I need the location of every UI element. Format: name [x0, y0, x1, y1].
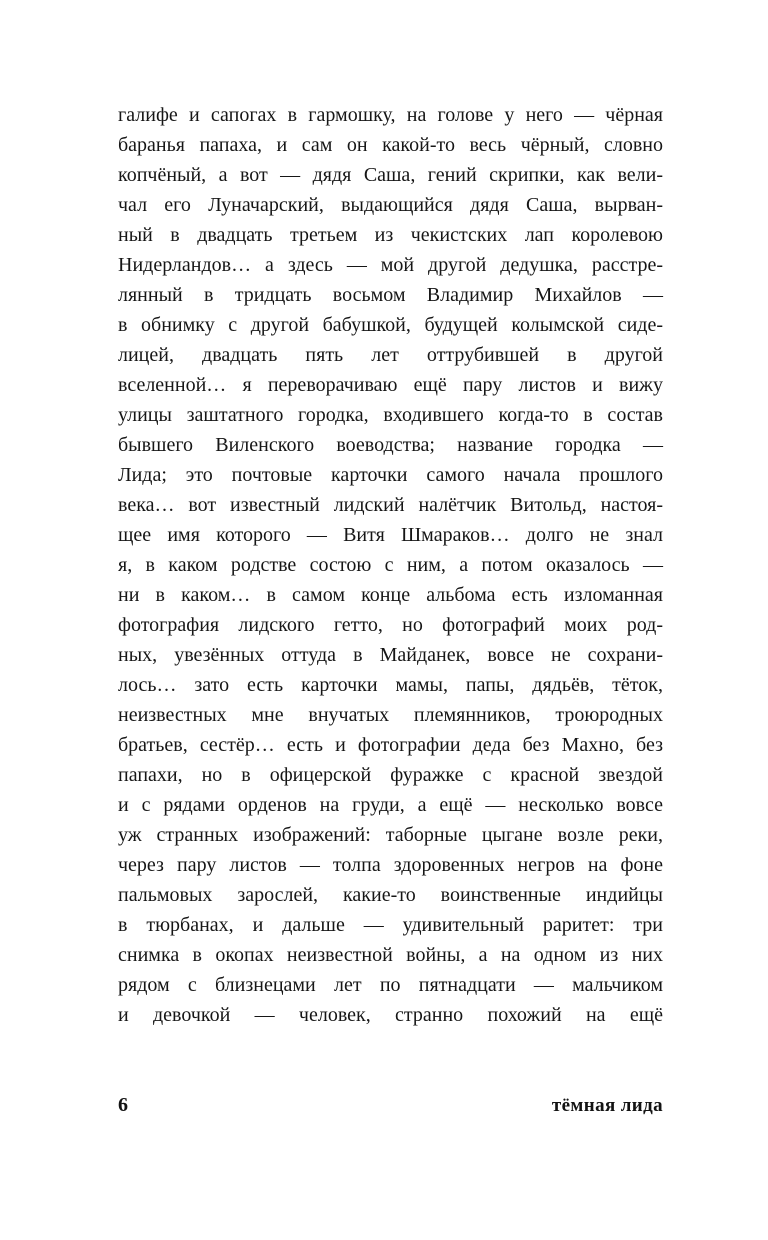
text-line: братьев, сестёр… есть и фотографии деда без Махно, без [118, 734, 663, 756]
text-line: баранья папаха, и сам он какой-то весь чёрный, словно [118, 134, 663, 156]
text-line: щее имя которого — Витя Шмараков… долго не знал [118, 524, 663, 546]
text-line: копчёный, а вот — дядя Саша, гений скрипки, как вели- [118, 164, 663, 186]
text-line: и девочкой — человек, странно похожий на ещё [118, 1004, 663, 1026]
text-line: галифе и сапогах в гармошку, на голове у него — чёрная [118, 104, 663, 126]
text-line: фотография лидского гетто, но фотографий моих род- [118, 614, 663, 636]
text-line: через пару листов — толпа здоровенных негров на фоне [118, 854, 663, 876]
text-line: папахи, но в офицерской фуражке с красной звездой [118, 764, 663, 786]
text-line: века… вот известный лидский налётчик Витольд, настоя- [118, 494, 663, 516]
text-line: пальмовых зарослей, какие-то воинственные индийцы [118, 884, 663, 906]
text-line: уж странных изображений: таборные цыгане возле реки, [118, 824, 663, 846]
text-line: лицей, двадцать пять лет оттрубившей в другой [118, 344, 663, 366]
text-line: вселенной… я переворачиваю ещё пару листов и вижу [118, 374, 663, 396]
page-number: 6 [118, 1094, 128, 1116]
text-line: ных, увезённых оттуда в Майданек, вовсе не сохрани- [118, 644, 663, 666]
text-line: улицы заштатного городка, входившего когда-то в состав [118, 404, 663, 426]
text-line: Нидерландов… а здесь — мой другой дедушка, расстре- [118, 254, 663, 276]
running-title: тёмная лида [551, 1095, 663, 1116]
text-line: Лида; это почтовые карточки самого начала прошлого [118, 464, 663, 486]
text-line: бывшего Виленского воеводства; название городка — [118, 434, 663, 456]
page-footer [118, 1094, 663, 1117]
text-line: ни в каком… в самом конце альбома есть изломанная [118, 584, 663, 606]
text-line: лось… зато есть карточки мамы, папы, дядьёв, тёток, [118, 674, 663, 696]
text-line: в тюрбанах, и дальше — удивительный раритет: три [118, 914, 663, 936]
text-line: неизвестных мне внучатых племянников, троюродных [118, 704, 663, 726]
text-line: снимка в окопах неизвестной войны, а на одном из них [118, 944, 663, 966]
text-line: в обнимку с другой бабушкой, будущей колымской сиде- [118, 314, 663, 336]
text-line: я, в каком родстве состою с ним, а потом оказалось — [118, 554, 663, 576]
text-line: лянный в тридцать восьмом Владимир Михайлов — [118, 284, 663, 306]
text-line: рядом с близнецами лет по пятнадцати — мальчиком [118, 974, 663, 996]
body-text [118, 100, 663, 1030]
text-line: ный в двадцать третьем из чекистских лап королевою [118, 224, 663, 246]
text-line: чал его Луначарский, выдающийся дядя Саша, вырван- [118, 194, 663, 216]
text-line: и с рядами орденов на груди, а ещё — несколько вовсе [118, 794, 663, 816]
